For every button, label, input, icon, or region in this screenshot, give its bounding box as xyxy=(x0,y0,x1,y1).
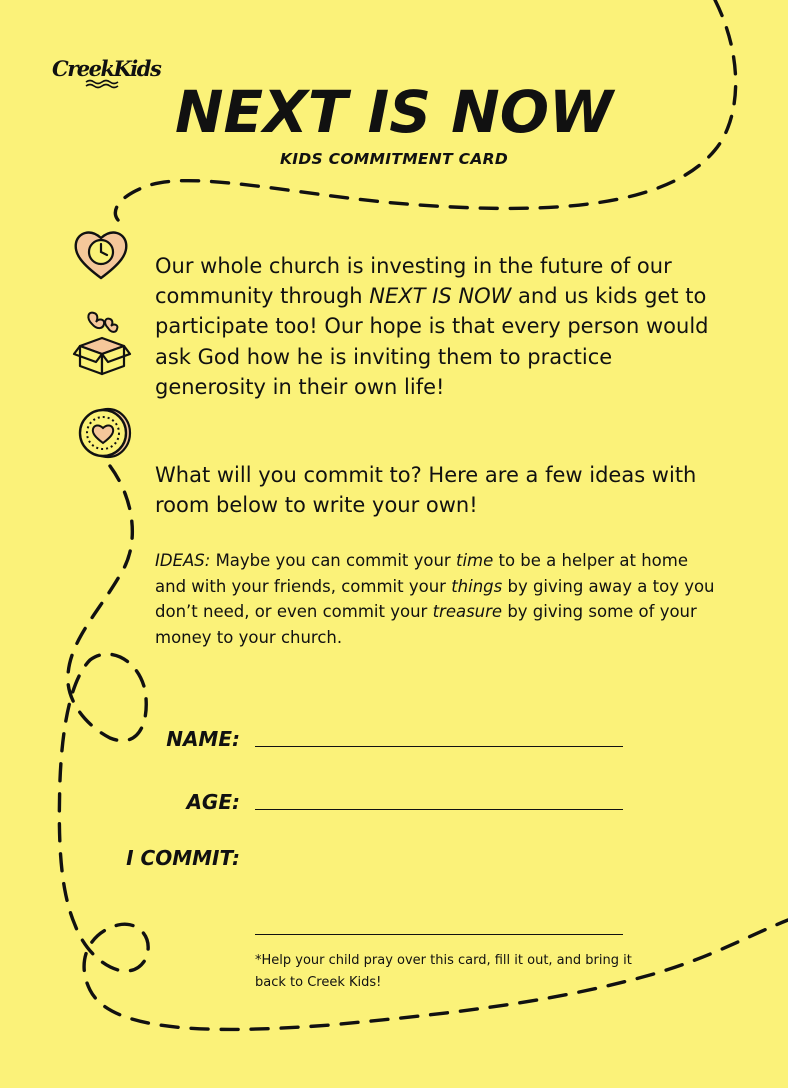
age-label: AGE: xyxy=(186,790,240,814)
age-field[interactable] xyxy=(255,809,623,810)
intro-paragraph xyxy=(155,251,715,402)
commit-field[interactable] xyxy=(255,934,623,935)
ideas-text: by giving some of your money to your church. xyxy=(155,602,697,647)
commitment-question: What will you commit to? Here are a few ideas with room below to write your own! xyxy=(155,463,697,518)
page-subtitle: KIDS COMMITMENT CARD xyxy=(279,150,509,168)
ideas-word-time: time xyxy=(455,551,494,570)
ideas-text: Maybe you can commit your xyxy=(210,551,456,570)
page-title: NEXT IS NOW xyxy=(174,78,613,146)
name-field[interactable] xyxy=(255,746,623,747)
footnote: *Help your child pray over this card, fill it out, and bring it back to Creek Kids! xyxy=(255,953,632,990)
name-label: NAME: xyxy=(166,727,240,751)
heart-clock-icon xyxy=(72,226,130,282)
intro-text: Our whole church is investing in the future of our community through xyxy=(155,254,672,309)
campaign-name: NEXT IS NOW xyxy=(369,284,512,309)
ideas-word-things: things xyxy=(451,576,503,596)
heart-coin-icon xyxy=(76,404,134,462)
gift-box-icon xyxy=(72,308,132,378)
ideas-word-treasure: treasure xyxy=(432,602,503,621)
ideas-paragraph xyxy=(155,548,715,650)
ideas-text: by giving away a toy you don’t need, or even commit your xyxy=(155,576,715,621)
commit-label: I COMMIT: xyxy=(126,846,240,870)
ideas-text: to be a helper at home and with your friends, commit your xyxy=(155,551,688,596)
ideas-label: IDEAS: xyxy=(155,551,211,570)
intro-text-continued: and us kids get to participate too! Our hope is that every person would ask God how he is inviting them to practice generosity in their own life! xyxy=(155,284,709,399)
svg-text:CreekKids: CreekKids xyxy=(52,56,161,81)
